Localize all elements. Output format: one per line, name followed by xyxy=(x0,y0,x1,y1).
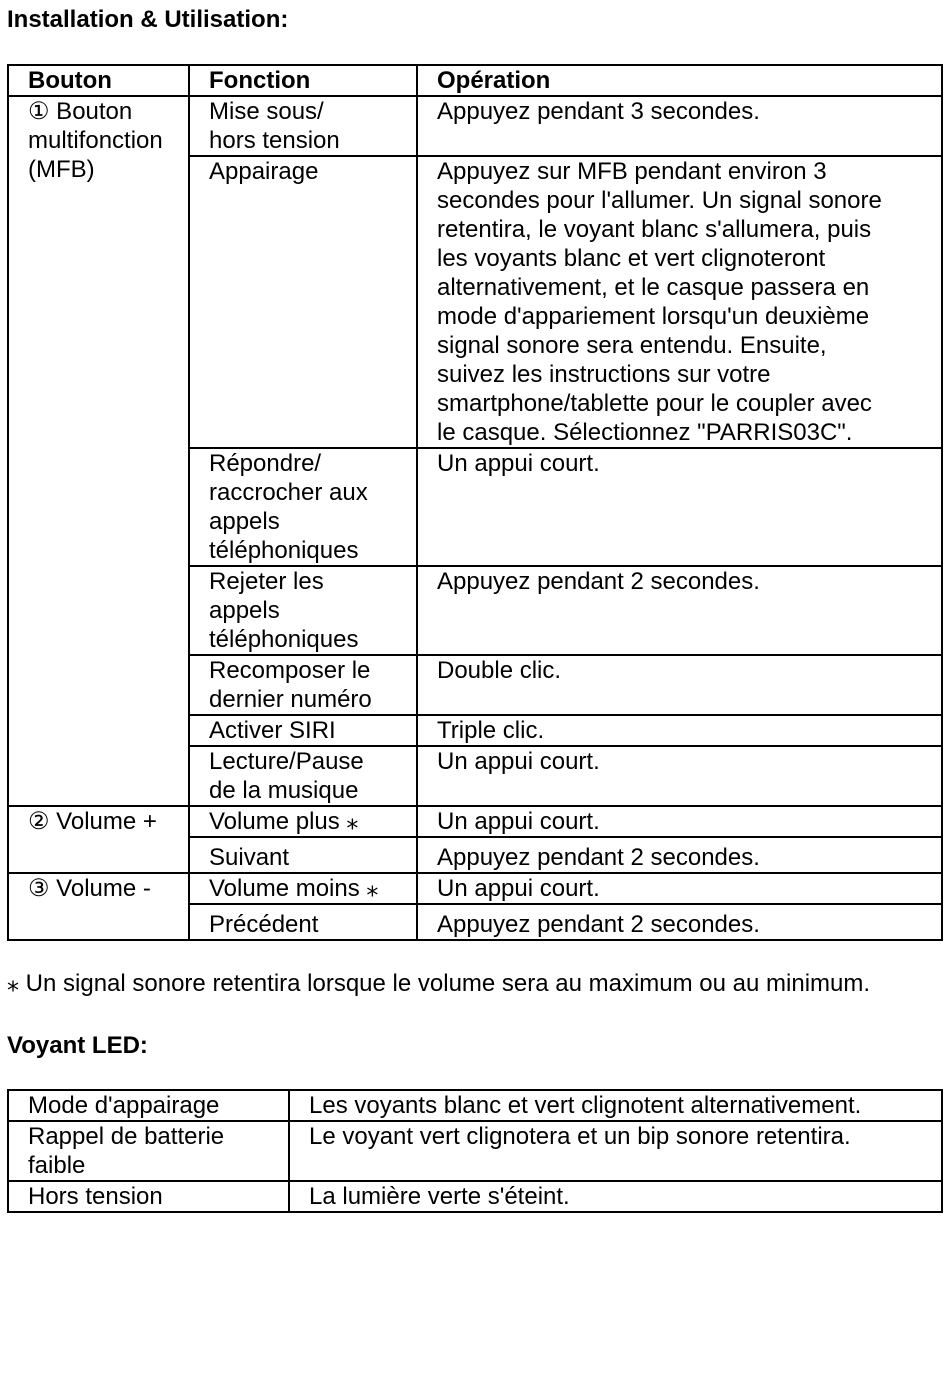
table-row xyxy=(8,1181,942,1212)
column-header-function: Fonction xyxy=(189,65,417,96)
section-heading-led: Voyant LED: xyxy=(7,1032,148,1059)
operation-cell: Appuyez pendant 2 secondes. xyxy=(417,566,942,655)
function-cell: Mise sous/ hors tension xyxy=(189,96,417,156)
column-header-button: Bouton xyxy=(8,65,189,96)
operation-cell: Un appui court. xyxy=(417,746,942,806)
led-mode-cell: Rappel de batterie faible xyxy=(8,1121,289,1181)
button-function-table xyxy=(7,64,943,941)
function-cell: Volume moins ⁎ xyxy=(189,873,417,904)
operation-cell: Appuyez pendant 2 secondes. xyxy=(417,837,942,873)
table-row xyxy=(8,1090,942,1121)
table-row xyxy=(8,806,942,837)
operation-cell: Appuyez pendant 2 secondes. xyxy=(417,904,942,940)
operation-cell: Appuyez pendant 3 secondes. xyxy=(417,96,942,156)
table-row xyxy=(8,873,942,904)
table-row xyxy=(8,1121,942,1181)
operation-cell: Un appui court. xyxy=(417,873,942,904)
led-description-cell: La lumière verte s'éteint. xyxy=(289,1181,942,1212)
function-cell: Suivant xyxy=(189,837,417,873)
function-cell: Rejeter les appels téléphoniques xyxy=(189,566,417,655)
led-description-cell: Le voyant vert clignotera et un bip sonore retentira. xyxy=(289,1121,942,1181)
volume-footnote: ⁎ Un signal sonore retentira lorsque le volume sera au maximum ou au minimum. xyxy=(7,970,871,997)
function-cell: Appairage xyxy=(189,156,417,448)
led-mode-cell: Hors tension xyxy=(8,1181,289,1212)
function-cell: Recomposer le dernier numéro xyxy=(189,655,417,715)
led-description-cell: Les voyants blanc et vert clignotent alternativement. xyxy=(289,1090,942,1121)
function-cell: Volume plus ⁎ xyxy=(189,806,417,837)
button-cell-mfb: ① Bouton multifonction (MFB) xyxy=(8,96,189,806)
function-cell: Répondre/ raccrocher aux appels téléphoniques xyxy=(189,448,417,566)
table-header-row xyxy=(8,65,942,96)
operation-cell: Triple clic. xyxy=(417,715,942,746)
operation-cell: Un appui court. xyxy=(417,806,942,837)
function-cell: Activer SIRI xyxy=(189,715,417,746)
function-cell: Précédent xyxy=(189,904,417,940)
table-row xyxy=(8,96,942,156)
button-cell-volume-plus: ② Volume + xyxy=(8,806,189,873)
function-cell: Lecture/Pause de la musique xyxy=(189,746,417,806)
operation-cell: Double clic. xyxy=(417,655,942,715)
section-heading-installation: Installation & Utilisation: xyxy=(7,6,289,33)
button-cell-volume-minus: ③ Volume - xyxy=(8,873,189,940)
led-mode-cell: Mode d'appairage xyxy=(8,1090,289,1121)
column-header-operation: Opération xyxy=(417,65,942,96)
operation-cell: Un appui court. xyxy=(417,448,942,566)
operation-cell: Appuyez sur MFB pendant environ 3 secondes pour l'allumer. Un signal sonore retentira, le voyant blanc s'allumera, puis les voyants blanc et vert clignoteront alternativement, et le casque passera en mode d'appariement lorsqu'un deuxième signal sonore sera entendu. Ensuite, suivez les instructions sur votre smartphone/tablette pour le coupler avec le casque. Sélectionnez "PARRIS03C". xyxy=(417,156,942,448)
led-indicator-table xyxy=(7,1089,943,1213)
